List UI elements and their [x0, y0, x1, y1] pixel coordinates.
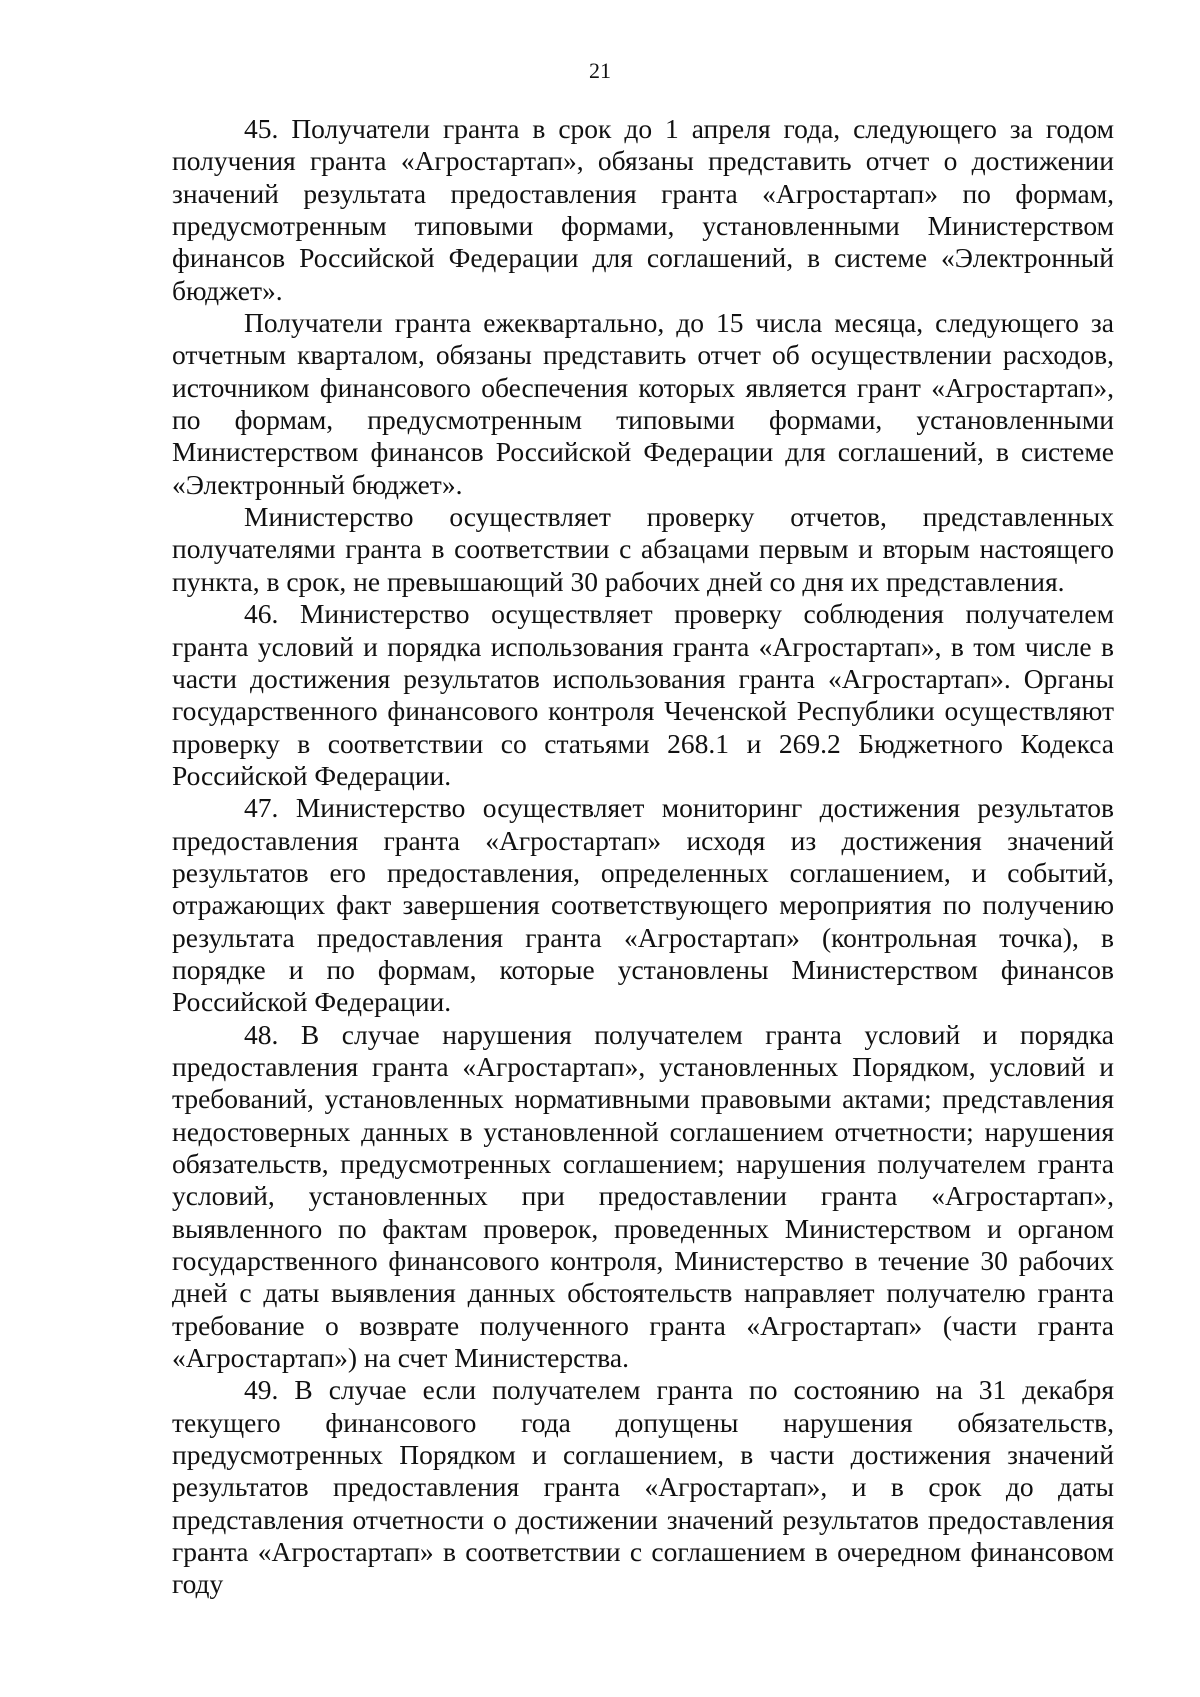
- paragraph-47: 47. Министерство осуществляет мониторинг достижения результатов предоставления гранта «Агростартап» исходя из достижения значений результатов его предоставления, определенных соглашением, и событий, отражающих факт завершения соответствующего мероприятия по получению результата предоставления гранта «Агростартап» (контрольная точка), в порядке и по формам, которые установлены Министерством финансов Российской Федерации.: [172, 792, 1114, 1018]
- paragraph-48: 48. В случае нарушения получателем гранта условий и порядка предоставления гранта «Агростартап», установленных Порядком, условий и требований, установленных нормативными правовыми актами; представления недостоверных данных в установленной соглашением отчетности; нарушения обязательств, предусмотренных соглашением; нарушения получателем гранта условий, установленных при предоставлении гранта «Агростартап», выявленного по фактам проверок, проведенных Министерством и органом государственного финансового контроля, Министерство в течение 30 рабочих дней с даты выявления данных обстоятельств направляет получателю гранта требование о возврате полученного гранта «Агростартап» (части гранта «Агростартап») на счет Министерства.: [172, 1018, 1114, 1374]
- paragraph-45: 45. Получатели гранта в срок до 1 апреля года, следующего за годом получения гранта «Агростартап», обязаны представить отчет о достижении значений результата предоставления гранта «Агростартап» по формам, предусмотренным типовыми формами, установленными Министерством финансов Российской Федерации для соглашений, в системе «Электронный бюджет».: [172, 113, 1114, 306]
- paragraph-45-verification: Министерство осуществляет проверку отчетов, представленных получателями гранта в соответствии с абзацами первым и вторым настоящего пункта, в срок, не превышающий 30 рабочих дней со дня их представления.: [172, 501, 1114, 597]
- page-number: 21: [589, 58, 611, 83]
- paragraph-45-quarterly-report: Получатели гранта ежеквартально, до 15 числа месяца, следующего за отчетным кварталом, обязаны представить отчет об осуществлении расходов, источником финансового обеспечения которых является грант «Агростартап», по формам, предусмотренным типовыми формами, установленными Министерством финансов Российской Федерации для соглашений, в системе «Электронный бюджет».: [172, 307, 1114, 500]
- document-body: [172, 113, 1114, 1601]
- paragraph-49: 49. В случае если получателем гранта по состоянию на 31 декабря текущего финансового года допущены нарушения обязательств, предусмотренных Порядком и соглашением, в части достижения значений результатов предоставления гранта «Агростартап», и в срок до даты представления отчетности о достижении значений результатов предоставления гранта «Агростартап» в соответствии с соглашением в очередном финансовом году: [172, 1374, 1114, 1600]
- paragraph-46: 46. Министерство осуществляет проверку соблюдения получателем гранта условий и порядка использования гранта «Агростартап», в том числе в части достижения результатов использования гранта «Агростартап». Органы государственного финансового контроля Чеченской Республики осуществляют проверку в соответствии со статьями 268.1 и 269.2 Бюджетного Кодекса Российской Федерации.: [172, 598, 1114, 791]
